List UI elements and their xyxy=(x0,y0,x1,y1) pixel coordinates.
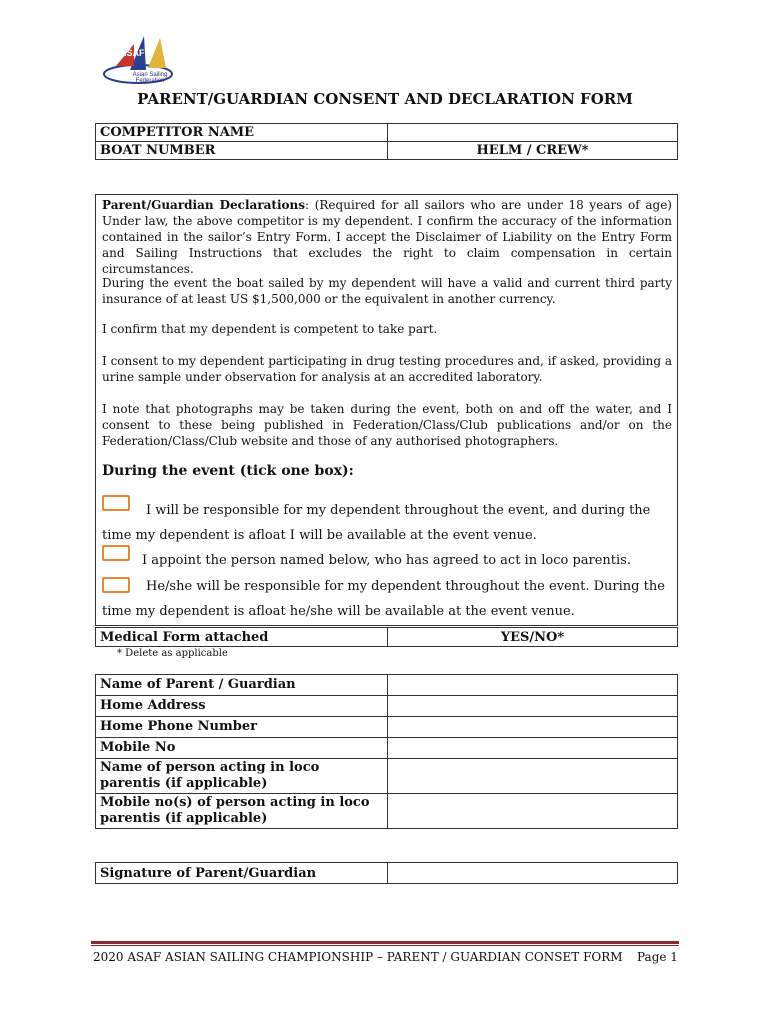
footer-rule xyxy=(91,941,679,944)
footer-text: 2020 ASAF ASIAN SAILING CHAMPIONSHIP – PARENT / GUARDIAN CONSET FORM xyxy=(93,950,623,964)
option-1-text: I will be responsible for my dependent throughout the event, and during the xyxy=(146,503,651,518)
table-row xyxy=(96,142,678,160)
loco-parentis-mobile-field[interactable] xyxy=(388,794,678,829)
option-2-text: I appoint the person named below, who has agreed to act in loco parentis. xyxy=(142,553,631,568)
declaration-paragraph-3: I confirm that my dependent is competent to take part. xyxy=(102,322,438,336)
option-1-checkbox[interactable] xyxy=(102,495,130,511)
table-row xyxy=(96,794,678,829)
medical-form-table xyxy=(95,627,678,647)
declaration-text-1: : (Required for all sailors who are under 18 years of age) Under law, the above competitor is my dependent. I confirm the accuracy of the information contained in the sailor’s Entry Form. I accept the Disclaimer of Liability on the Entry Form and Sailing Instructions that excludes the right to claim compensation in certain circumstances. xyxy=(102,198,672,276)
medical-form-label: Medical Form attached xyxy=(96,628,388,647)
contact-table xyxy=(95,674,678,829)
declaration-paragraph-2: During the event the boat sailed by my dependent will have a valid and current third party insurance of at least US $1,500,000 or the equivalent in another currency. xyxy=(102,276,672,306)
mobile-field[interactable] xyxy=(388,738,678,759)
option-3-checkbox[interactable] xyxy=(102,577,130,593)
logo-caption: Asian Sailing Federation xyxy=(132,72,168,84)
helm-crew-field[interactable]: HELM / CREW* xyxy=(388,142,678,160)
competitor-table xyxy=(95,123,678,160)
table-row xyxy=(96,738,678,759)
home-phone-label: Home Phone Number xyxy=(96,717,388,738)
mobile-label: Mobile No xyxy=(96,738,388,759)
table-row xyxy=(96,628,678,647)
declarations-box xyxy=(95,194,678,626)
signature-label: Signature of Parent/Guardian xyxy=(96,863,388,884)
option-1-text-cont: time my dependent is afloat I will be available at the event venue. xyxy=(102,528,537,543)
option-3-text-cont: time my dependent is afloat he/she will be available at the event venue. xyxy=(102,604,575,619)
table-row xyxy=(96,124,678,142)
declaration-paragraph-4: I consent to my dependent participating in drug testing procedures and, if asked, providing a urine sample under observation for analysis at an accredited laboratory. xyxy=(102,354,672,384)
declarations-heading: Parent/Guardian Declarations xyxy=(102,198,305,212)
table-row xyxy=(96,696,678,717)
footer-rule-thin xyxy=(91,945,679,946)
page-title: PARENT/GUARDIAN CONSENT AND DECLARATION FORM xyxy=(137,90,633,108)
table-row xyxy=(96,717,678,738)
home-phone-field[interactable] xyxy=(388,717,678,738)
table-row xyxy=(96,675,678,696)
during-event-heading: During the event (tick one box): xyxy=(102,463,354,479)
competitor-name-label: COMPETITOR NAME xyxy=(96,124,388,142)
signature-field[interactable] xyxy=(388,863,678,884)
signature-table xyxy=(95,862,678,884)
loco-parentis-name-label: Name of person acting in loco parentis (if applicable) xyxy=(96,759,388,794)
option-2-checkbox[interactable] xyxy=(102,545,130,561)
asaf-logo xyxy=(100,30,178,86)
parent-name-label: Name of Parent / Guardian xyxy=(96,675,388,696)
page-number: Page 1 xyxy=(637,950,678,964)
declaration-paragraph-5: I note that photographs may be taken during the event, both on and off the water, and I consent to these being published in Federation/Class/Club publications and/or on the Federation/Class/Club website and those of any authorised photographers. xyxy=(102,402,672,448)
delete-note: * Delete as applicable xyxy=(117,648,228,659)
parent-name-field[interactable] xyxy=(388,675,678,696)
logo-mark: ASAF xyxy=(120,48,145,58)
competitor-name-field[interactable] xyxy=(388,124,678,142)
boat-number-label: BOAT NUMBER xyxy=(96,142,388,160)
table-row xyxy=(96,863,678,884)
home-address-field[interactable] xyxy=(388,696,678,717)
table-row xyxy=(96,759,678,794)
loco-parentis-name-field[interactable] xyxy=(388,759,678,794)
medical-form-field[interactable]: YES/NO* xyxy=(388,628,678,647)
loco-parentis-mobile-label: Mobile no(s) of person acting in loco parentis (if applicable) xyxy=(96,794,388,829)
option-3-text: He/she will be responsible for my dependent throughout the event. During the xyxy=(146,579,665,594)
home-address-label: Home Address xyxy=(96,696,388,717)
declaration-paragraph-1 xyxy=(102,197,672,277)
